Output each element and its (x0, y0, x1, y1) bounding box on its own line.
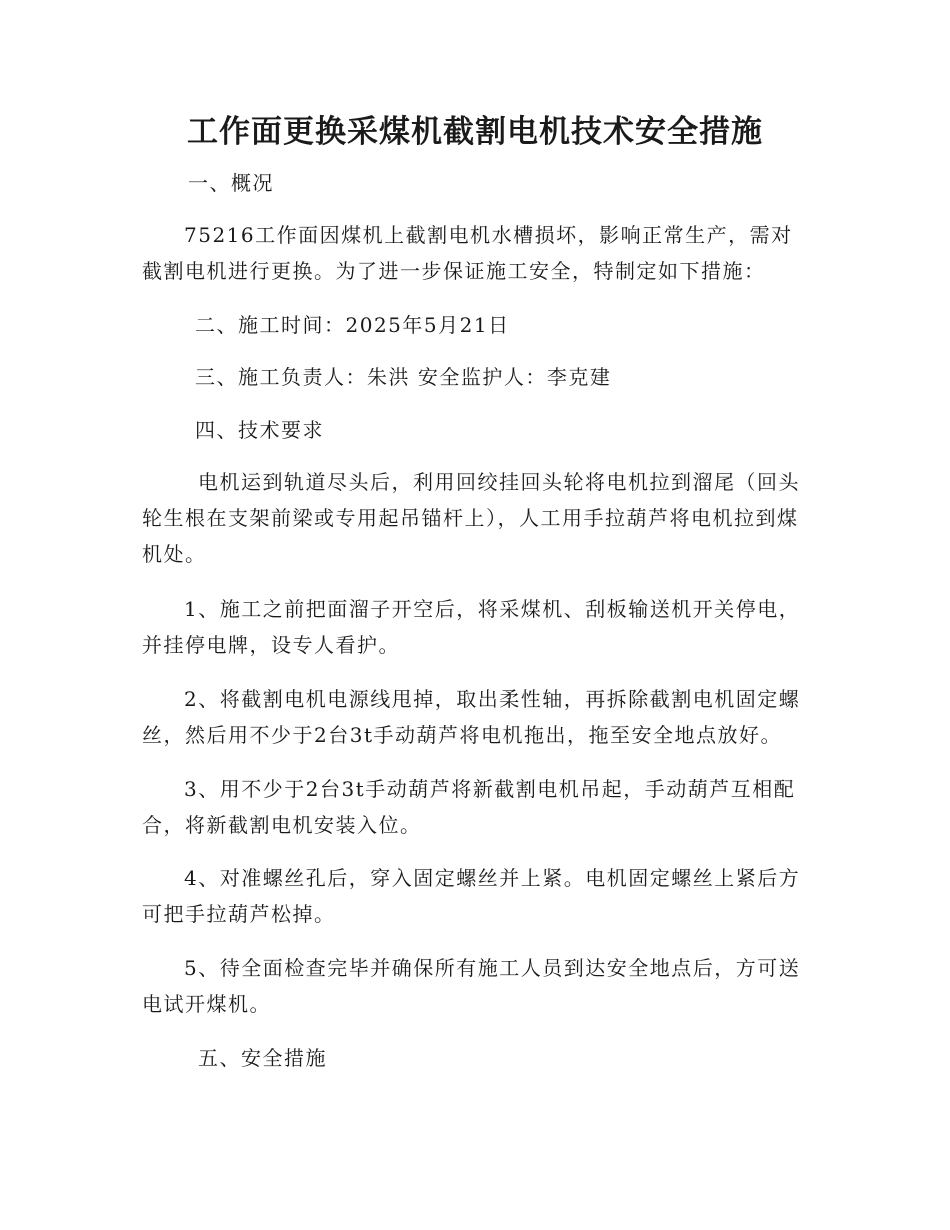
step-paragraph-5: 5、待全面检查完毕并确保所有施工人员到达安全地点后，方可送电试开煤机。 (142, 956, 801, 1016)
overview-paragraph: 75216工作面因煤机上截割电机水槽损坏，影响正常生产，需对截割电机进行更换。为了进一步保证施工安全，特制定如下措施： (142, 223, 793, 283)
step-paragraph-4: 4、对准螺丝孔后，穿入固定螺丝并上紧。电机固定螺丝上紧后方可把手拉葫芦松掉。 (142, 866, 801, 926)
section-heading-technical-requirements: 四、技术要求 (195, 418, 324, 442)
section-heading-overview: 一、概况 (188, 171, 274, 195)
technical-intro-paragraph: 电机运到轨道尽头后，利用回绞挂回头轮将电机拉到溜尾（回头轮生根在支架前梁或专用起吊锚杆上），人工用手拉葫芦将电机拉到煤机处。 (142, 470, 800, 566)
document-title: 工作面更换采煤机截割电机技术安全措施 (187, 114, 763, 150)
step-paragraph-1: 1、施工之前把面溜子开空后，将采煤机、刮板输送机开关停电，并挂停电牌，设专人看护。 (142, 597, 801, 657)
step-paragraph-2: 2、将截割电机电源线甩掉，取出柔性轴，再拆除截割电机固定螺丝，然后用不少于2台3t手动葫芦将电机拖出，拖至安全地点放好。 (142, 687, 801, 747)
section-responsible-persons: 三、施工负责人：朱洪 安全监护人：李克建 (195, 365, 612, 389)
step-paragraph-3: 3、用不少于2台3t手动葫芦将新截割电机吊起，手动葫芦互相配合，将新截割电机安装入位。 (142, 777, 796, 837)
section-heading-safety-measures: 五、安全措施 (198, 1046, 327, 1070)
section-construction-time: 二、施工时间：2025年5月21日 (195, 313, 510, 337)
